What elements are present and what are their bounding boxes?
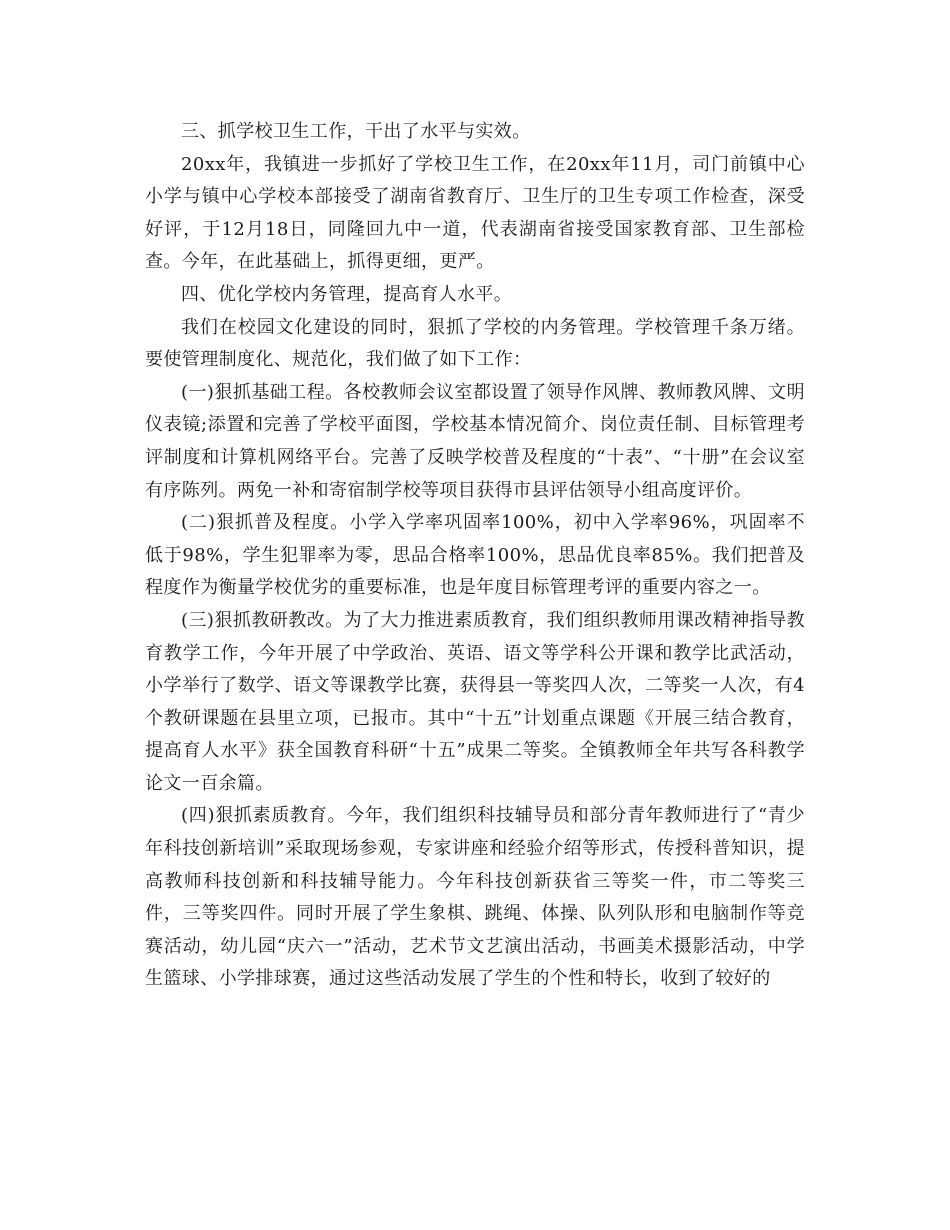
paragraph-quality-education: (四)狠抓素质教育。今年，我们组织科技辅导员和部分青年教师进行了“青少年科技创新培训”采取现场参观，专家讲座和经验介绍等形式，传授科普知识，提高教师科技创新和科技辅导能力。今年科技创新获省三等奖一件，市二等奖三件，三等奖四件。同时开展了学生象棋、跳绳、体操、队列队形和电脑制作等竞赛活动，幼儿园“庆六一”活动，艺术节文艺演出活动，书画美术摄影活动，中学生篮球、小学排球赛，通过这些活动发展了学生的个性和特长，收到了较好的 <box>145 805 805 990</box>
paragraph-foundation-work: (一)狠抓基础工程。各校教师会议室都设置了领导作风牌、教师教风牌、文明仪表镜;添置和完善了学校平面图，学校基本情况简介、岗位责任制、目标管理考评制度和计算机网络平台。完善了反映学校普及程度的“十表”、“十册”在会议室有序陈列。两免一补和寄宿制学校等项目获得市县评估领导小组高度评价。 <box>145 381 805 501</box>
paragraph-management-intro: 我们在校园文化建设的同时，狠抓了学校的内务管理。学校管理千条万绪。要使管理制度化、规范化，我们做了如下工作： <box>145 316 805 371</box>
paragraph-enrollment-rates: (二)狠抓普及程度。小学入学率巩固率100%，初中入学率96%，巩固率不低于98%，学生犯罪率为零，思品合格率100%，思品优良率85%。我们把普及程度作为衡量学校优劣的重要标准，也是年度目标管理考评的重要内容之一。 <box>145 512 805 599</box>
paragraph-teaching-research: (三)狠抓教研教改。为了大力推进素质教育，我们组织教师用课改精神指导教育教学工作，今年开展了中学政治、英语、语文等学科公开课和教学比武活动，小学举行了数学、语文等课教学比赛，获得县一等奖四人次，二等奖一人次，有4个教研课题在县里立项，已报市。其中“十五”计划重点课题《开展三结合教育，提高育人水平》获全国教育科研“十五”成果二等奖。全镇教师全年共写各科教学论文一百余篇。 <box>145 609 805 794</box>
section-heading-management: 四、优化学校内务管理，提高育人水平。 <box>181 283 513 305</box>
section-heading-hygiene: 三、抓学校卫生工作，干出了水平与实效。 <box>181 121 531 142</box>
paragraph-hygiene-work: 20xx年，我镇进一步抓好了学校卫生工作，在20xx年11月，司门前镇中心小学与镇中心学校本部接受了湖南省教育厅、卫生厅的卫生专项工作检查，深受好评，于12月18日，同隆回九中一道，代表湖南省接受国家教育部、卫生部检查。今年，在此基础上，抓得更细，更严。 <box>145 153 805 273</box>
document-body <box>145 116 805 996</box>
